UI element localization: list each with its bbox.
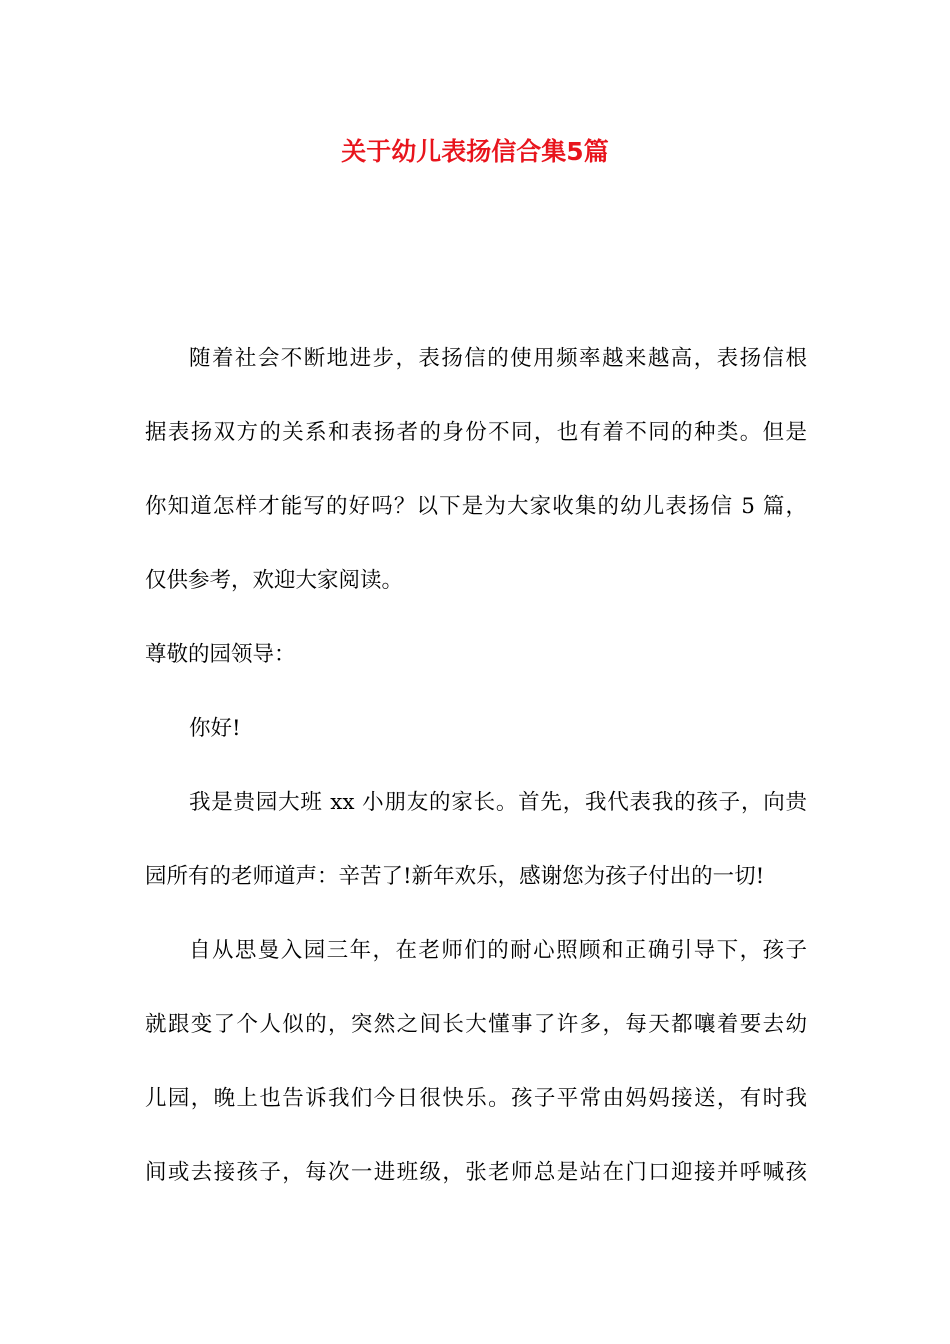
document-title: 关于幼儿表扬信合集5篇 [341,137,609,166]
paragraph-line: 随着社会不断地进步，表扬信的使用频率越来越高，表扬信根 [189,346,807,371]
paragraph-line: 园所有的老师道声：辛苦了!新年欢乐，感谢您为孩子付出的一切! [145,864,765,889]
paragraph-line: 儿园，晚上也告诉我们今日很快乐。孩子平常由妈妈接送，有时我 [145,1086,807,1111]
paragraph-line: 我是贵园大班 xx 小朋友的家长。首先，我代表我的孩子，向贵 [189,790,807,815]
paragraph-line: 就跟变了个人似的，突然之间长大懂事了许多，每天都嚷着要去幼 [145,1012,807,1037]
greeting-line: 你好! [189,716,241,741]
paragraph-line: 据表扬双方的关系和表扬者的身份不同，也有着不同的种类。但是 [145,420,807,445]
paragraph-line: 自从思曼入园三年，在老师们的耐心照顾和正确引导下，孩子 [189,938,807,963]
paragraph-line: 仅供参考，欢迎大家阅读。 [145,568,404,593]
document-body [145,322,807,1210]
paragraph-line: 你知道怎样才能写的好吗？以下是为大家收集的幼儿表扬信 5 篇， [145,494,807,519]
paragraph-line: 间或去接孩子，每次一进班级，张老师总是站在门口迎接并呼喊孩 [145,1160,807,1185]
salutation-line: 尊敬的园领导： [145,642,296,667]
